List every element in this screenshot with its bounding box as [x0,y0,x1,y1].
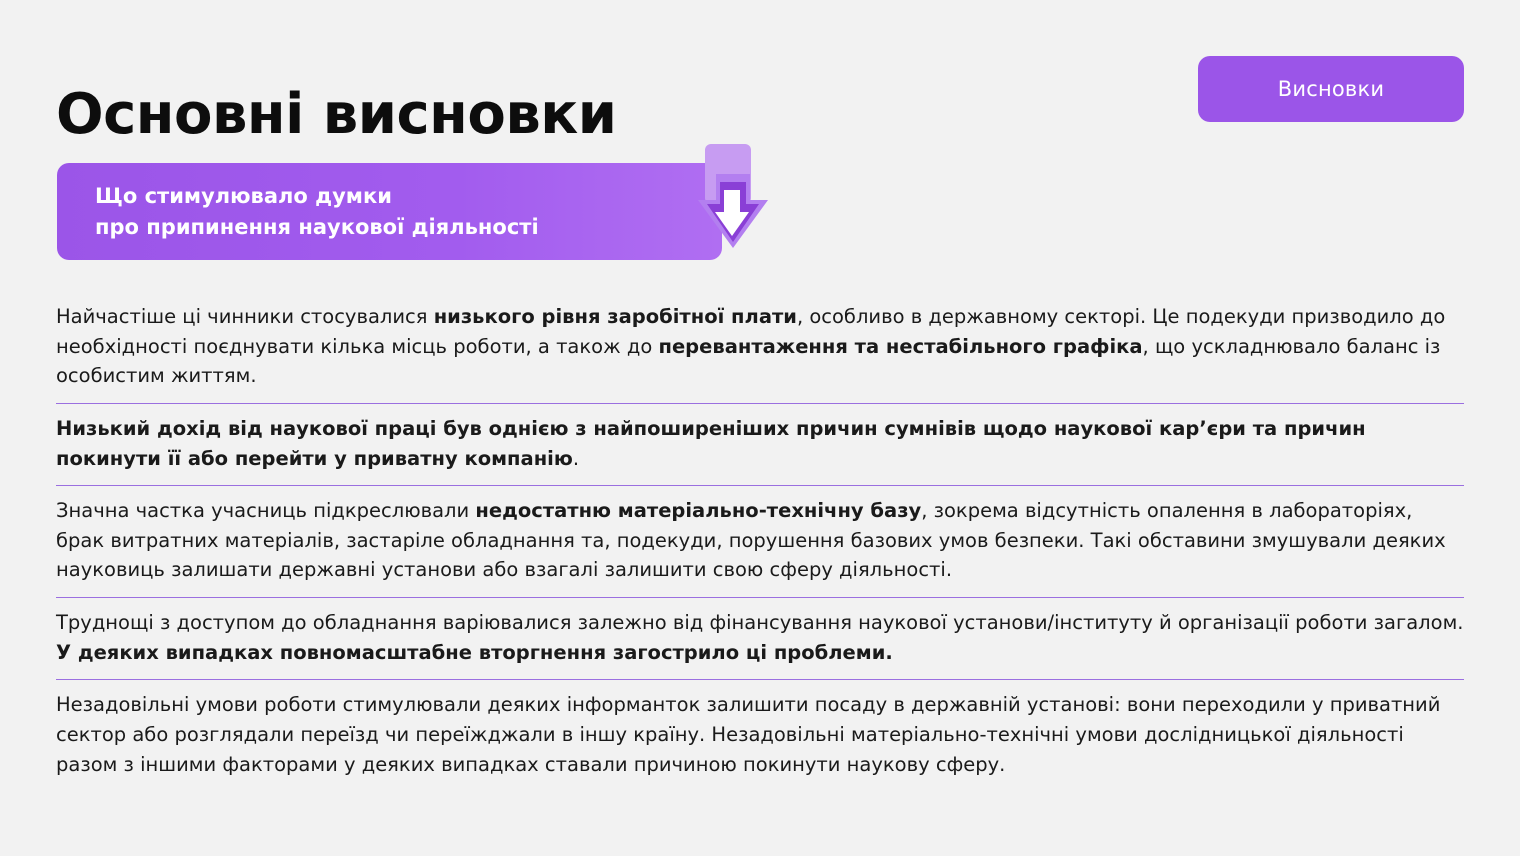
banner-callout [57,163,722,260]
paragraph-5 [56,680,1464,791]
paragraph-4 [56,598,1464,679]
body-text: Найчастіше ці чинники стосувалися [56,305,434,328]
paragraph-1 [56,292,1464,403]
body-text: , зокрема відсутність опалення в лабораторіях, брак витратних матеріалів, застаріле обладнання та, подекуди, порушення базових умов безпеки. Такі обставини змушували деяких науковиць залишати державні установи або взагалі залишити свою сферу діяльності. [56,499,1446,582]
section-tag-label: Висновки [1277,77,1385,101]
page-title: Основні висновки [56,81,617,147]
body-text: Значна частка учасниць підкреслювали [56,499,476,523]
banner-line-1: Що стимулювало думки [95,184,392,209]
body-text: Незадовільні умови роботи стимулювали деяких інформанток залишити посаду в державній установі: вони переходили у приватний сектор або розглядали переїзд чи переїжджали в іншу країну. Незадовільні матеріально-технічні умови дослідницької діяльності разом з іншими факторами у деяких випадках ставали причиною покинути наукову сферу. [56,693,1441,776]
body-text: , що ускладнювало баланс із особистим життям. [56,334,1441,388]
paragraph-3 [56,486,1464,597]
banner-line-2: про припинення наукової діяльності [95,214,539,239]
emphasis-text: низького рівня заробітної плати [433,305,797,328]
emphasis-text: У деяких випадках повномасштабне вторгнення загострило ці проблеми. [56,640,893,664]
body-text: . [572,446,580,470]
body-content [56,292,1464,791]
emphasis-text: перевантаження та нестабільного графіка [658,334,1143,358]
banner-text [95,181,539,242]
emphasis-text: Низький дохід від наукової праці був однією з найпоширеніших причин сумнівів щодо наукової кар’єри та причин покинути її або перейти у приватну компанію [56,416,1366,470]
emphasis-text: недостатню матеріально-технічну базу [475,499,922,523]
down-arrow-icon [692,142,774,270]
section-tag-badge [1198,56,1464,122]
paragraph-2 [56,404,1464,485]
body-text: , особливо в державному секторі. Це подекуди призводило до необхідності поєднувати кілька місць роботи, а також до [56,305,1446,358]
body-text: Труднощі з доступом до обладнання варіювалися залежно від фінансування наукової установи/інституту й організації роботи загалом. [56,611,1464,634]
